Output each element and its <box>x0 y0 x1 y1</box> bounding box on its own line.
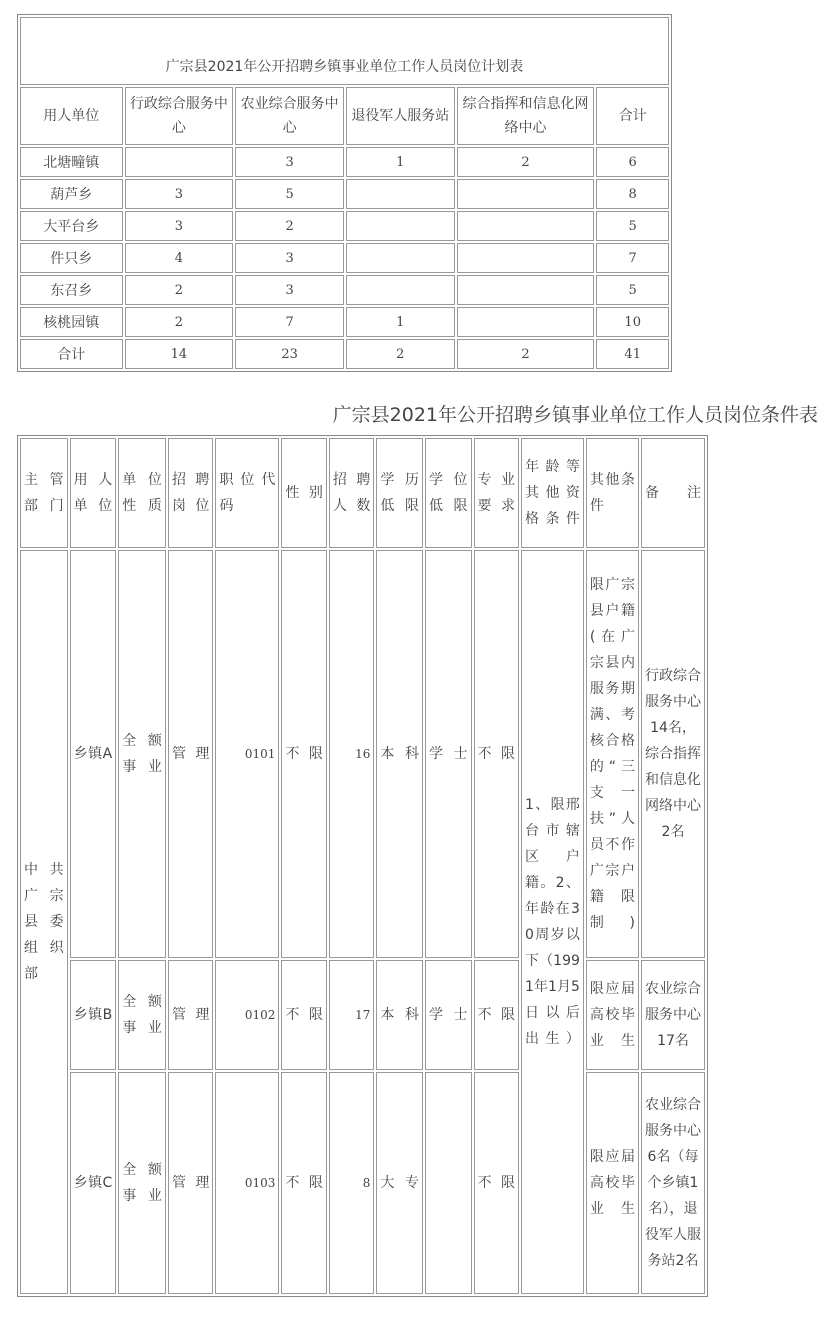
count-cell: 8 <box>596 179 669 209</box>
count-cell: 16 <box>329 550 375 958</box>
title-row <box>20 17 669 85</box>
post-cell: 管理 <box>168 960 214 1070</box>
gender-cell: 不限 <box>281 550 327 958</box>
column-header: 年龄等其他资格条件 <box>521 438 584 548</box>
count-cell: 3 <box>125 179 234 209</box>
post-cell: 管理 <box>168 550 214 958</box>
table-row <box>20 339 669 369</box>
table-title: 广宗县2021年公开招聘乡镇事业单位工作人员岗位计划表 <box>20 17 669 85</box>
count-cell: 17 <box>329 960 375 1070</box>
count-cell: 7 <box>235 307 344 337</box>
count-cell: 5 <box>596 211 669 241</box>
degree-cell: 学士 <box>425 960 472 1070</box>
column-header: 合计 <box>596 87 669 145</box>
unit-name: 葫芦乡 <box>20 179 123 209</box>
column-header: 招聘岗位 <box>168 438 214 548</box>
count-cell: 2 <box>235 211 344 241</box>
table-row <box>20 211 669 241</box>
count-cell: 4 <box>125 243 234 273</box>
major-cell: 不限 <box>474 1072 520 1294</box>
count-cell: 3 <box>235 147 344 177</box>
count-cell: 6 <box>596 147 669 177</box>
count-cell <box>346 179 455 209</box>
header-row <box>20 438 705 548</box>
column-header: 其他条件 <box>586 438 639 548</box>
unit-name: 件只乡 <box>20 243 123 273</box>
other-condition-cell: 限广宗县户籍(在广宗县内服务期满、考核合格的“三支一扶”人员不作广宗户籍限制) <box>586 550 639 958</box>
count-cell: 41 <box>596 339 669 369</box>
note-cell: 行政综合服务中心14名，综合指挥和信息化网络中心2名 <box>641 550 705 958</box>
count-cell <box>346 275 455 305</box>
column-header: 主管部门 <box>20 438 68 548</box>
table-row <box>20 275 669 305</box>
age-condition-cell: 1、限邢台市辖区户籍。2、年龄在30周岁以下（1991年1月5日以后出生） <box>521 550 584 1294</box>
unit-name: 北塘疃镇 <box>20 147 123 177</box>
count-cell <box>457 243 595 273</box>
note-cell: 农业综合服务中心6名（每个乡镇1名），退役军人服务站2名 <box>641 1072 705 1294</box>
other-condition-cell: 限应届高校毕业生 <box>586 1072 639 1294</box>
count-cell: 23 <box>235 339 344 369</box>
count-cell <box>457 307 595 337</box>
code-cell: 0103 <box>215 1072 279 1294</box>
gender-cell: 不限 <box>281 960 327 1070</box>
column-header: 学位低限 <box>425 438 472 548</box>
major-cell: 不限 <box>474 550 520 958</box>
code-cell: 0101 <box>215 550 279 958</box>
count-cell: 1 <box>346 307 455 337</box>
count-cell: 2 <box>346 339 455 369</box>
column-header: 学历低限 <box>376 438 423 548</box>
column-header: 职位代码 <box>215 438 279 548</box>
count-cell: 2 <box>125 275 234 305</box>
count-cell: 7 <box>596 243 669 273</box>
table-row <box>20 550 705 958</box>
department-cell: 中共广宗县委组织部 <box>20 550 68 1294</box>
count-cell: 2 <box>457 339 595 369</box>
column-header: 招聘人数 <box>329 438 375 548</box>
column-header: 用人单位 <box>70 438 117 548</box>
count-cell: 2 <box>457 147 595 177</box>
table-row <box>20 147 669 177</box>
unit-cell: 乡镇C <box>70 1072 117 1294</box>
other-condition-cell: 限应届高校毕业生 <box>586 960 639 1070</box>
unit-name: 大平台乡 <box>20 211 123 241</box>
unit-name: 东召乡 <box>20 275 123 305</box>
header-row <box>20 87 669 145</box>
nature-cell: 全额事业 <box>118 960 166 1070</box>
column-header: 备注 <box>641 438 705 548</box>
unit-cell: 乡镇A <box>70 550 117 958</box>
count-cell <box>457 275 595 305</box>
count-cell: 2 <box>125 307 234 337</box>
count-cell: 5 <box>596 275 669 305</box>
count-cell <box>346 243 455 273</box>
table-row <box>20 179 669 209</box>
count-cell: 10 <box>596 307 669 337</box>
table-row <box>20 243 669 273</box>
column-header: 性别 <box>281 438 327 548</box>
unit-name: 合计 <box>20 339 123 369</box>
post-cell: 管理 <box>168 1072 214 1294</box>
nature-cell: 全额事业 <box>118 1072 166 1294</box>
table-row <box>20 960 705 1070</box>
conditions-table-title: 广宗县2021年公开招聘乡镇事业单位工作人员岗位条件表 <box>332 404 818 426</box>
position-plan-table <box>17 14 672 372</box>
table-row <box>20 307 669 337</box>
column-header: 行政综合服务中心 <box>125 87 234 145</box>
count-cell: 3 <box>125 211 234 241</box>
count-cell <box>457 179 595 209</box>
column-header: 农业综合服务中心 <box>235 87 344 145</box>
unit-name: 核桃园镇 <box>20 307 123 337</box>
gender-cell: 不限 <box>281 1072 327 1294</box>
edu-cell: 本科 <box>376 550 423 958</box>
note-cell: 农业综合服务中心17名 <box>641 960 705 1070</box>
column-header: 用人单位 <box>20 87 123 145</box>
degree-cell: 学士 <box>425 550 472 958</box>
degree-cell <box>425 1072 472 1294</box>
count-cell: 14 <box>125 339 234 369</box>
count-cell: 8 <box>329 1072 375 1294</box>
column-header: 单位性质 <box>118 438 166 548</box>
unit-cell: 乡镇B <box>70 960 117 1070</box>
count-cell: 5 <box>235 179 344 209</box>
count-cell: 3 <box>235 275 344 305</box>
position-conditions-table <box>17 435 708 1297</box>
count-cell <box>457 211 595 241</box>
nature-cell: 全额事业 <box>118 550 166 958</box>
count-cell: 3 <box>235 243 344 273</box>
column-header: 退役军人服务站 <box>346 87 455 145</box>
column-header: 专业要求 <box>474 438 520 548</box>
count-cell <box>346 211 455 241</box>
code-cell: 0102 <box>215 960 279 1070</box>
count-cell: 1 <box>346 147 455 177</box>
major-cell: 不限 <box>474 960 520 1070</box>
edu-cell: 大专 <box>376 1072 423 1294</box>
column-header: 综合指挥和信息化网络中心 <box>457 87 595 145</box>
edu-cell: 本科 <box>376 960 423 1070</box>
table-row <box>20 1072 705 1294</box>
count-cell <box>125 147 234 177</box>
